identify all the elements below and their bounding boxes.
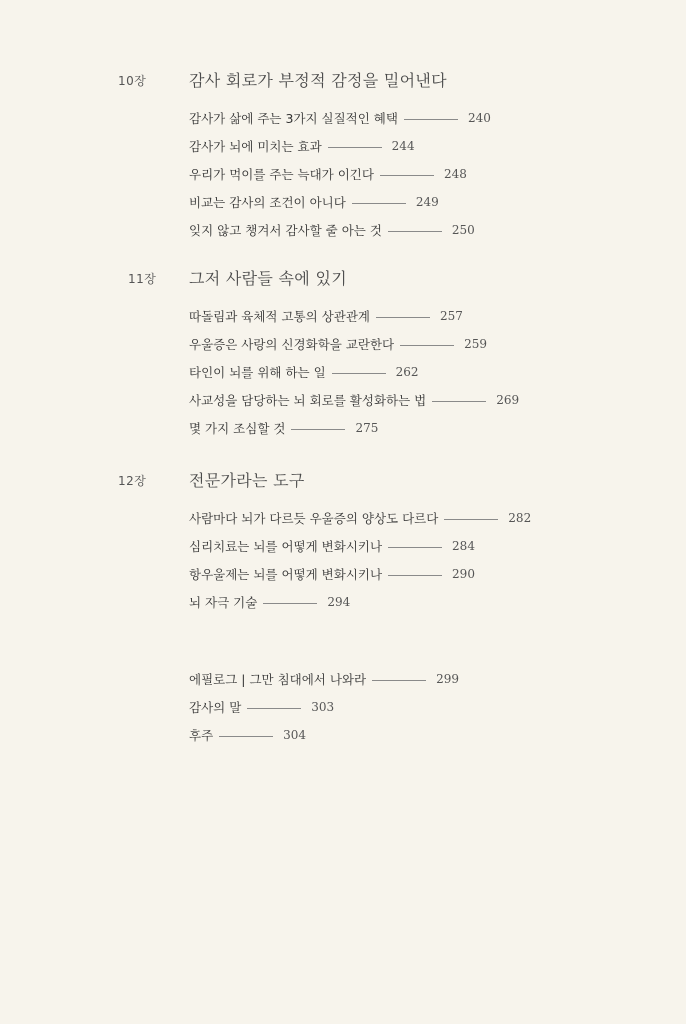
toc-entry[interactable] — [0, 160, 686, 188]
leader-line — [432, 401, 486, 402]
entry-title: 에필로그 | 그만 침대에서 나와라 — [189, 672, 367, 687]
leader-line — [328, 147, 382, 148]
leader-line — [263, 603, 317, 604]
entry-title: 후주 — [189, 728, 214, 743]
chapter-number: 11장 — [128, 272, 157, 286]
entry-page: 290 — [452, 567, 475, 581]
chapter-entries — [0, 104, 686, 244]
entry-page: 282 — [508, 511, 532, 525]
leader-line — [388, 231, 442, 232]
toc-entry[interactable] — [0, 330, 686, 358]
entry-title: 잊지 않고 챙겨서 감사할 줄 아는 것 — [189, 223, 382, 238]
leader-line — [400, 345, 454, 346]
entry-page: 248 — [443, 167, 467, 181]
chapter-10 — [0, 68, 686, 244]
back-matter-entries — [0, 665, 686, 749]
entry-page: 304 — [283, 728, 307, 742]
entry-page: 269 — [496, 393, 520, 407]
entry-title: 사람마다 뇌가 다르듯 우울증의 양상도 다르다 — [189, 511, 439, 526]
toc-entry[interactable] — [0, 588, 686, 616]
toc-entry[interactable] — [0, 693, 686, 721]
entry-title: 심리치료는 뇌를 어떻게 변화시키나 — [189, 539, 383, 554]
leader-line — [444, 519, 498, 520]
entry-title: 우울증은 사랑의 신경화학을 교란한다 — [189, 337, 395, 352]
entry-page: 284 — [452, 539, 475, 553]
leader-line — [372, 680, 426, 681]
leader-line — [388, 547, 442, 548]
chapter-title: 그저 사람들 속에 있기 — [189, 269, 347, 288]
leader-line — [247, 708, 301, 709]
entry-title: 감사가 뇌에 미치는 효과 — [189, 139, 322, 154]
chapter-title: 전문가라는 도구 — [189, 471, 305, 490]
toc-entry[interactable] — [0, 104, 686, 132]
entry-title: 몇 가지 조심할 것 — [189, 421, 286, 436]
entry-title: 타인이 뇌를 위해 하는 일 — [189, 365, 326, 380]
chapter-heading — [0, 266, 686, 292]
chapter-entries — [0, 302, 686, 442]
toc-entry[interactable] — [0, 504, 686, 532]
toc-entry[interactable] — [0, 216, 686, 244]
entry-title: 우리가 먹이를 주는 늑대가 이긴다 — [189, 167, 374, 182]
entry-page: 249 — [415, 195, 439, 209]
toc-entry[interactable] — [0, 560, 686, 588]
chapter-title: 감사 회로가 부정적 감정을 밀어낸다 — [189, 71, 447, 90]
chapter-heading — [0, 68, 686, 94]
leader-line — [380, 175, 434, 176]
chapter-number: 12장 — [118, 474, 147, 488]
entry-page: 275 — [355, 421, 379, 435]
toc-entry[interactable] — [0, 532, 686, 560]
entry-page: 262 — [395, 365, 419, 379]
leader-line — [376, 317, 430, 318]
entry-page: 244 — [391, 139, 415, 153]
entry-page: 299 — [436, 672, 459, 686]
entry-title: 감사가 삶에 주는 3가지 실질적인 혜택 — [189, 111, 398, 126]
toc-entry[interactable] — [0, 414, 686, 442]
toc-entry[interactable] — [0, 358, 686, 386]
entry-page: 240 — [467, 111, 491, 125]
chapter-number: 10장 — [118, 74, 147, 88]
entry-title: 사교성을 담당하는 뇌 회로를 활성화하는 법 — [189, 393, 427, 408]
toc-entry[interactable] — [0, 302, 686, 330]
entry-title: 비교는 감사의 조건이 아니다 — [189, 195, 346, 210]
leader-line — [219, 736, 273, 737]
leader-line — [291, 429, 345, 430]
back-matter — [0, 665, 686, 749]
entry-page: 250 — [451, 223, 475, 237]
leader-line — [388, 575, 442, 576]
entry-page: 259 — [464, 337, 488, 351]
toc-entry[interactable] — [0, 188, 686, 216]
toc-entry[interactable] — [0, 132, 686, 160]
toc-entry[interactable] — [0, 386, 686, 414]
entry-title: 따돌림과 육체적 고통의 상관관계 — [189, 309, 370, 324]
chapter-12 — [0, 468, 686, 616]
entry-title: 항우울제는 뇌를 어떻게 변화시키나 — [189, 567, 383, 582]
leader-line — [404, 119, 458, 120]
chapter-heading — [0, 468, 686, 494]
leader-line — [352, 203, 406, 204]
entry-title: 감사의 말 — [189, 700, 242, 715]
entry-page: 294 — [327, 595, 351, 609]
toc-entry[interactable] — [0, 665, 686, 693]
entry-title: 뇌 자극 기술 — [189, 595, 258, 610]
entry-page: 257 — [439, 309, 463, 323]
chapter-entries — [0, 504, 686, 616]
chapter-11 — [0, 266, 686, 442]
toc-entry[interactable] — [0, 721, 686, 749]
leader-line — [332, 373, 386, 374]
entry-page: 303 — [311, 700, 335, 714]
